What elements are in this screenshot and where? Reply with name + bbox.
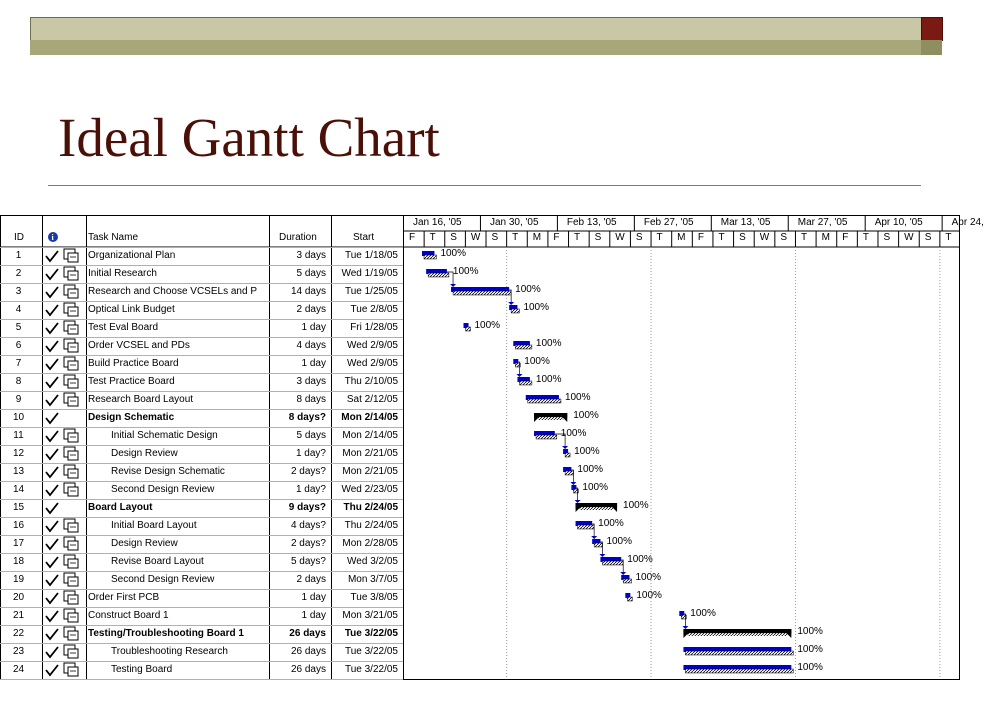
note-icon [64,519,78,532]
week-label: Jan 16, '05 [413,217,462,228]
task-progress-bar [565,453,570,457]
task-percent-label: 100% [535,338,562,349]
column-header-duration: Duration [279,232,317,243]
task-progress-bar [627,597,632,601]
task-name: Research Board Layout [88,394,194,405]
task-duration: 4 days? [290,520,326,531]
complete-check-icon [46,539,58,549]
week-label: Mar 13, '05 [720,217,771,228]
svg-text:i: i [51,233,54,242]
task-duration: 26 days [290,664,326,675]
note-icon [64,447,78,460]
task-percent-label: 100% [797,644,823,655]
task-id: 14 [12,484,25,495]
task-percent-label: 100% [606,536,633,547]
task-duration: 2 days? [290,466,326,477]
task-percent-label: 100% [627,554,653,565]
note-icon [64,663,78,676]
complete-check-icon [46,269,58,279]
week-label: Mar 27, '05 [797,217,848,228]
top-decor-bar [30,17,923,41]
day-letter: W [615,232,625,243]
day-letter: M [821,232,830,243]
task-start: Mon 2/14/05 [342,430,398,441]
dependency-arrowhead [682,626,688,629]
task-percent-label: 100% [797,626,823,637]
day-letter: W [904,232,914,243]
summary-bar [576,503,618,512]
task-id: 4 [15,304,22,315]
complete-check-icon [46,431,58,441]
task-start: Thu 2/24/05 [343,502,398,513]
task-name: Initial Research [88,268,157,279]
complete-check-icon [46,359,58,369]
task-start: Mon 3/21/05 [342,610,398,621]
task-start: Wed 2/23/05 [341,484,398,495]
task-start: Tue 1/18/05 [344,250,398,261]
note-icon [64,537,78,550]
task-name: Second Design Review [111,484,215,495]
task-progress-bar [565,471,573,475]
note-icon [64,357,78,370]
task-start: Thu 2/10/05 [344,376,398,387]
note-icon [64,465,78,478]
decor-band [30,40,942,55]
task-start: Fri 1/28/05 [350,322,398,333]
note-icon [64,645,78,658]
task-id: 5 [15,322,22,333]
task-duration: 5 days [296,430,326,441]
day-letter: F [553,232,560,243]
task-start: Mon 2/28/05 [342,538,398,549]
task-percent-label: 100% [524,356,550,367]
task-name: Revise Board Layout [111,556,204,567]
complete-check-icon [46,323,58,333]
task-percent-label: 100% [535,374,562,385]
week-label: Feb 13, '05 [566,217,617,228]
task-id: 11 [13,430,24,441]
complete-check-icon [46,665,58,675]
title-underline [48,185,921,186]
complete-check-icon [46,503,58,513]
task-start: Wed 2/9/05 [347,340,398,351]
task-id: 1 [15,250,22,261]
task-name: Test Practice Board [88,376,175,387]
dependency-arrowhead [591,536,597,539]
task-duration: 1 day? [295,484,326,495]
task-duration: 1 day [301,358,326,369]
note-icon [64,267,78,280]
complete-check-icon [46,647,58,657]
task-name: Testing Board [111,664,173,675]
task-duration: 1 day [301,322,326,333]
info-icon [48,232,58,242]
task-progress-bar [515,345,532,349]
task-duration: 2 days? [290,538,326,549]
complete-check-icon [46,557,58,567]
dependency-arrowhead [450,284,456,287]
week-label: Feb 27, '05 [643,217,694,228]
task-duration: 2 days [296,304,326,315]
note-icon [64,573,78,586]
day-letter: F [842,232,849,243]
task-id: 7 [15,358,22,369]
note-icon [64,285,78,298]
day-letter: S [450,232,457,243]
task-percent-label: 100% [577,464,603,475]
complete-check-icon [46,377,58,387]
task-percent-label: 100% [474,320,501,331]
task-start: Sat 2/12/05 [346,394,398,405]
task-name: Optical Link Budget [88,304,175,315]
task-duration: 26 days [289,628,326,639]
task-name: Revise Design Schematic [111,466,225,477]
complete-check-icon [46,521,58,531]
day-letter: M [677,232,686,243]
dependency-arrowhead [570,482,576,485]
task-progress-bar [453,291,511,295]
task-percent-label: 100% [574,446,600,457]
task-name: Construct Board 1 [88,610,169,621]
note-icon [64,429,78,442]
task-name: Initial Board Layout [111,520,197,531]
day-letter: S [924,232,932,243]
task-start: Tue 3/8/05 [350,592,398,603]
complete-check-icon [46,287,58,297]
day-letter: T [656,232,663,243]
task-id: 9 [15,394,22,405]
task-name: Order VCSEL and PDs [88,340,190,351]
task-id: 20 [12,592,25,603]
dependency-arrowhead [620,572,626,575]
task-id: 2 [15,268,22,279]
complete-check-icon [46,305,58,315]
task-name: Initial Schematic Design [111,430,218,441]
task-name: Test Eval Board [88,322,159,333]
complete-check-icon [46,629,58,639]
task-duration: 3 days [296,250,326,261]
slide-title: Ideal Gantt Chart [58,107,440,168]
task-start: Thu 2/24/05 [344,520,398,531]
task-name: Organizational Plan [88,250,176,261]
task-duration: 9 days? [288,502,326,513]
task-duration: 8 days [296,394,326,405]
task-name: Build Practice Board [88,358,179,369]
task-percent-label: 100% [515,284,541,295]
task-id: 8 [15,376,22,387]
week-label: Apr 10, '05 [874,217,923,228]
task-start: Tue 1/25/05 [344,286,398,297]
task-name: Order First PCB [88,592,160,603]
task-duration: 3 days [296,376,326,387]
task-id: 21 [12,610,25,621]
note-icon [64,303,78,316]
day-letter: S [739,232,746,243]
task-progress-bar [528,399,561,403]
complete-check-icon [46,251,58,261]
task-percent-label: 100% [598,518,624,529]
task-start: Tue 2/8/05 [350,304,398,315]
task-percent-label: 100% [523,302,550,313]
complete-check-icon [46,575,58,585]
note-icon [64,375,78,388]
note-icon [64,321,78,334]
dependency-arrowhead [599,554,605,557]
complete-check-icon [46,467,58,477]
note-icon [64,249,78,262]
task-progress-bar [623,579,631,583]
column-header-name: Task Name [88,232,139,243]
task-id: 17 [12,538,25,549]
task-id: 19 [12,574,25,585]
complete-check-icon [46,611,58,621]
dependency-arrowhead [508,302,514,305]
task-progress-bar [428,273,449,277]
task-id: 3 [15,286,22,297]
day-letter: T [429,232,436,243]
task-progress-bar [578,525,595,529]
gantt-table [0,215,984,677]
task-name: Design Review [111,538,178,549]
task-start: Mon 2/14/05 [341,412,398,423]
day-letter: T [512,232,519,243]
day-letter: S [635,232,643,243]
column-header-start: Start [353,232,375,243]
complete-check-icon [46,341,58,351]
task-start: Wed 2/9/05 [347,358,398,369]
task-duration: 8 days? [288,412,326,423]
task-id: 16 [12,520,25,531]
task-duration: 1 day? [295,448,326,459]
task-duration: 4 days [296,340,326,351]
week-label: Jan 30, '05 [489,217,539,228]
note-icon [64,627,78,640]
task-percent-label: 100% [635,572,662,583]
summary-bar [683,629,791,638]
task-name: Testing/Troubleshooting Board 1 [88,628,244,639]
dependency-arrowhead [516,374,522,377]
day-letter: F [697,232,704,243]
task-id: 13 [12,466,25,477]
note-icon [64,555,78,568]
task-start: Wed 1/19/05 [341,268,398,279]
task-progress-bar [685,651,793,655]
complete-check-icon [46,395,58,405]
task-progress-bar [685,669,793,673]
week-label: Apr 24, [951,217,984,228]
note-icon [64,393,78,406]
dependency-arrowhead [562,446,568,449]
task-id: 22 [12,628,25,639]
note-icon [64,339,78,352]
task-id: 12 [12,448,25,459]
note-icon [64,591,78,604]
day-letter: F [409,232,416,243]
day-letter: W [470,232,481,243]
complete-check-icon [46,593,58,603]
day-letter: S [780,232,787,243]
complete-check-icon [46,413,58,423]
task-name: Design Schematic [88,412,175,423]
day-letter: T [718,232,725,243]
task-percent-label: 100% [636,590,662,601]
task-id: 15 [12,502,25,513]
task-progress-bar [594,543,602,547]
task-progress-bar [511,309,519,313]
note-icon [64,483,78,496]
task-percent-label: 100% [440,248,467,259]
task-id: 6 [15,340,22,351]
task-percent-label: 100% [623,500,649,511]
day-letter: M [532,232,542,243]
task-duration: 1 day [301,610,326,621]
task-start: Wed 3/2/05 [347,556,398,567]
task-percent-label: 100% [452,266,479,277]
task-percent-label: 100% [797,662,823,673]
task-progress-bar [602,561,623,565]
task-percent-label: 100% [564,392,591,403]
task-duration: 1 day [301,592,326,603]
task-id: 10 [12,412,25,423]
day-letter: S [594,232,602,243]
top-decor-accent [921,17,943,41]
task-progress-bar [466,327,471,331]
task-percent-label: 100% [573,410,599,421]
day-letter: S [883,232,891,243]
task-start: Mon 2/21/05 [342,448,398,459]
task-name: Research and Choose VCSELs and P [88,286,257,297]
task-percent-label: 100% [582,482,608,493]
task-duration: 26 days [290,646,326,657]
task-name: Board Layout [88,502,153,513]
day-letter: T [945,232,952,243]
task-progress-bar [536,435,557,439]
task-id: 24 [12,664,25,675]
complete-check-icon [46,449,58,459]
task-duration: 5 days [296,268,326,279]
note-icon [64,609,78,622]
day-letter: T [800,232,808,243]
task-name: Design Review [111,448,178,459]
task-duration: 14 days [290,286,326,297]
task-duration: 5 days? [290,556,326,567]
task-name: Troubleshooting Research [111,646,228,657]
task-start: Tue 3/22/05 [344,664,398,675]
complete-check-icon [46,485,58,495]
summary-bar [534,413,567,422]
task-start: Tue 3/22/05 [344,628,398,639]
decor-band-accent [921,40,942,55]
dependency-arrowhead [575,500,581,503]
task-percent-label: 100% [690,608,716,619]
task-name: Second Design Review [111,574,215,585]
task-percent-label: 100% [560,428,587,439]
task-start: Mon 2/21/05 [342,466,398,477]
day-letter: S [491,232,499,243]
task-id: 23 [12,646,25,657]
day-letter: T [574,232,581,243]
task-start: Tue 3/22/05 [344,646,398,657]
column-header-id: ID [14,232,24,243]
day-letter: T [862,232,869,243]
day-letter: W [759,232,770,243]
task-id: 18 [12,556,25,567]
task-progress-bar [424,255,436,259]
task-duration: 2 days [296,574,326,585]
task-progress-bar [519,381,531,385]
task-start: Mon 3/7/05 [347,574,398,585]
